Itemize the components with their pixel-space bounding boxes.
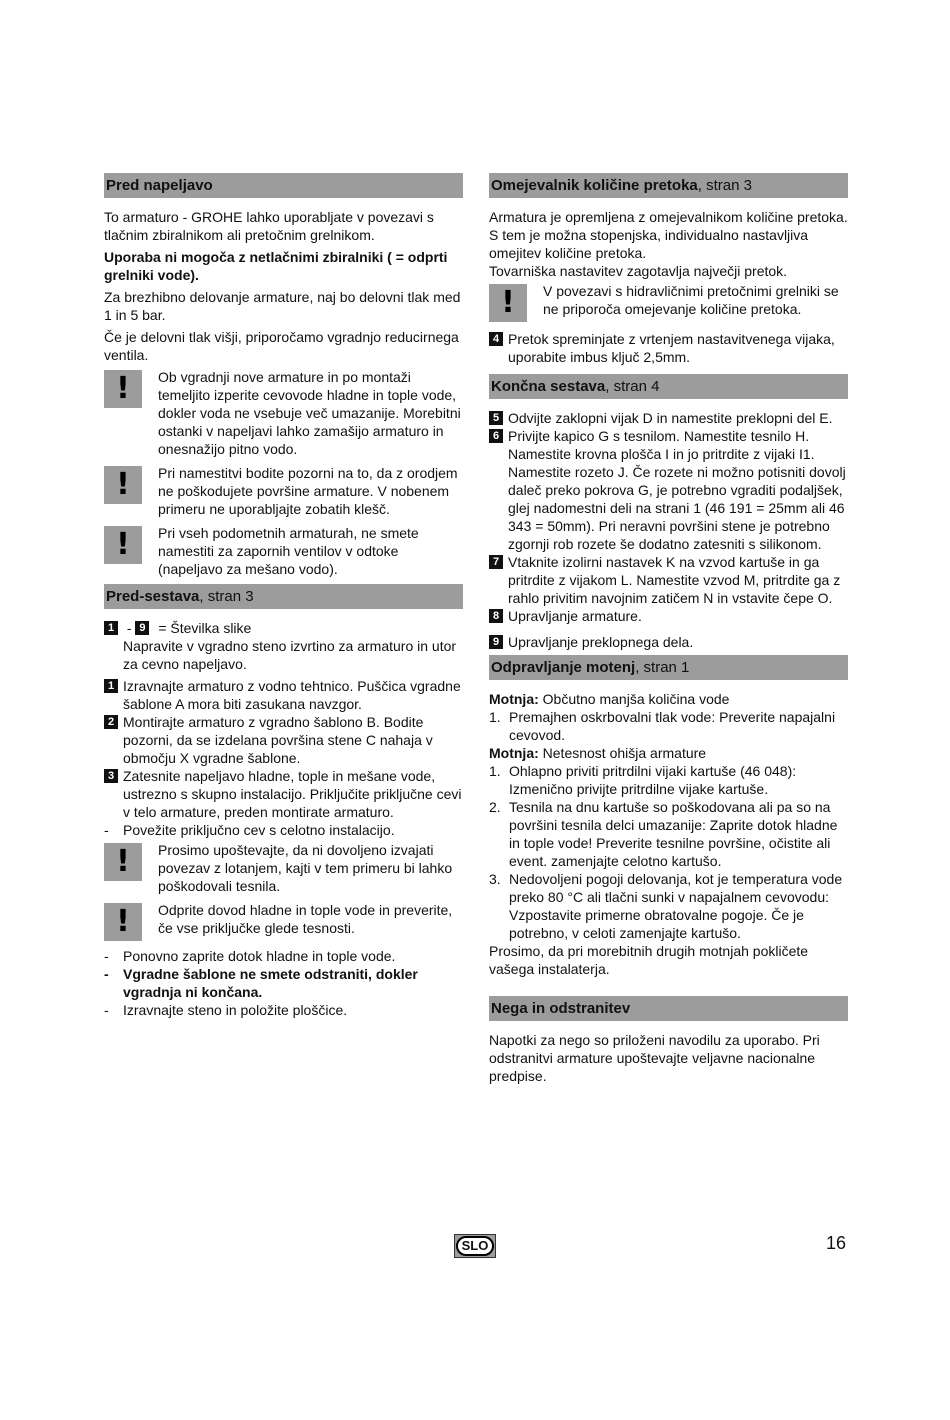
step-2 bbox=[104, 713, 463, 767]
step-number: 5 bbox=[489, 411, 503, 425]
figure-range: 1 - 9 = Številka slike bbox=[104, 619, 463, 637]
paragraph: Napravite v vgradno steno izvrtino za armaturo in utor za cevno napeljavo. bbox=[123, 638, 457, 672]
numbered-item: 1. Premajhen oskrbovalni tlak vode: Preverite napajalni cevovod. bbox=[489, 709, 836, 743]
step-7 bbox=[489, 553, 848, 607]
warning-text: Ob vgradnji nove armature in po montaži temeljito izperite cevovode hladne in tople vode, dokler voda ne vsebuje več umazanije. Morebitni ostanki v napeljavi lahko zamašijo armaturo in onesnažijo pitno vodo. bbox=[158, 369, 461, 457]
warning-note bbox=[104, 901, 463, 941]
paragraph: Napotki za nego so priloženi navodilu za uporabo. Pri odstranitvi armature upoštevajte veljavne nacionalne predpise. bbox=[489, 1032, 820, 1084]
step-number: 6 bbox=[489, 429, 503, 443]
exclamation-icon: ! bbox=[104, 843, 142, 881]
step-text: Upravljanje armature. bbox=[508, 608, 642, 624]
paragraph: Armatura je opremljena z omejevalnikom količine pretoka. S tem je možna stopenjska, individualno nastavljiva omejitev količine pretoka. bbox=[489, 209, 848, 261]
warning-note bbox=[489, 282, 848, 322]
step-text: Odvijte zaklopni vijak D in namestite preklopni del E. bbox=[508, 410, 833, 426]
step-9 bbox=[489, 633, 848, 651]
exclamation-icon: ! bbox=[489, 284, 527, 322]
warning-note bbox=[104, 524, 463, 578]
warning-text: V povezavi s hidravličnimi pretočnimi grelniki se ne priporoča omejevanje količine pretoka. bbox=[543, 283, 839, 317]
step-number: 7 bbox=[489, 555, 503, 569]
numbered-item: 3. Nedovoljeni pogoji delovanja, kot je temperatura vode preko 80 °C ali tlačni sunki v napajalnem cevovodu: Vzpostavite primerne obratovalne pogoje. Če je potrebno, v celoti zamenjajte kartušo. bbox=[489, 871, 843, 941]
step-number: 9 bbox=[489, 635, 503, 649]
dash-item: - Ponovno zaprite dotok hladne in tople vode. bbox=[104, 948, 396, 964]
warning-text: Odprite dovod hladne in tople vode in preverite, če vse priključke glede tesnosti. bbox=[158, 902, 453, 936]
warning-note bbox=[104, 841, 463, 895]
fault-line: Motnja: Netesnost ohišja armature bbox=[489, 745, 707, 761]
step-4 bbox=[489, 330, 848, 366]
section-header-pred-napeljavo: Pred napeljavo bbox=[104, 173, 463, 198]
dash-item: - Vgradne šablone ne smete odstraniti, dokler vgradnja ni končana. bbox=[104, 966, 418, 1000]
page-number: 16 bbox=[826, 1233, 847, 1253]
section-header-omejevalnik: Omejevalnik količine pretoka, stran 3 bbox=[489, 173, 848, 198]
step-text: Pretok spreminjate z vrtenjem nastavitvenega vijaka, uporabite imbus ključ 2,5mm. bbox=[508, 331, 835, 365]
dash-item: - Izravnajte steno in položite ploščice. bbox=[104, 1002, 348, 1018]
step-text: Vtaknite izolirni nastavek K na vzvod kartuše in ga pritrdite z vijakom L. Namestite vzvod M, pritrdite ga z rahlo privitim navojnim zatičem N in vstavite čepe O. bbox=[508, 554, 841, 606]
paragraph: To armaturo - GROHE lahko uporabljate v povezavi s tlačnim zbiralnikom ali pretočnim grelnikom. bbox=[104, 209, 434, 243]
step-8 bbox=[489, 607, 848, 625]
fault-line: Motnja: Občutno manjša količina vode bbox=[489, 691, 730, 707]
section-header-koncna-sestava: Končna sestava, stran 4 bbox=[489, 374, 848, 399]
step-text: Privijte kapico G s tesnilom. Namestite tesnilo H. Namestite krovna plošča I in jo pritrdite z vijaki I1. Namestite rozeto J. Če rozete ni možno potisniti dovolj daleč preko pokrova G, je potrebno vgraditi podaljšek, glej nadomestni deli na strani 1 (46 191 = 25mm ali 46 343 = 50mm). Pri neravni površini stene je potrebno zgornji rob rozete še dodatno zatesniti s silikonom. bbox=[508, 428, 846, 552]
step-number: 1 bbox=[104, 679, 118, 693]
paragraph-bold: Uporaba ni mogoča z netlačnimi zbiralniki ( = odprti grelniki vode). bbox=[104, 249, 448, 283]
right-column bbox=[489, 173, 848, 1089]
section-header-odpravljanje-motenj: Odpravljanje motenj, stran 1 bbox=[489, 655, 848, 680]
warning-text: Pri vseh podometnih armaturah, ne smete namestiti za zapornih ventilov v odtoke (napeljavo za mešano vodo). bbox=[158, 525, 419, 577]
step-number: 4 bbox=[489, 332, 503, 346]
warning-text: Pri namestitvi bodite pozorni na to, da z orodjem ne poškodujete površine armature. V nobenem primeru ne uporabljajte zobatih klešč. bbox=[158, 465, 458, 517]
warning-text: Prosimo upoštevajte, da ni dovoljeno izvajati povezav z lotanjem, kajti v tem primeru bi lahko poškodovali tesnila. bbox=[158, 842, 453, 894]
step-6 bbox=[489, 427, 848, 553]
step-text: Upravljanje preklopnega dela. bbox=[508, 634, 694, 650]
step-1 bbox=[104, 677, 463, 713]
section-header-nega: Nega in odstranitev bbox=[489, 996, 848, 1021]
dash-item: - Povežite priključno cev s celotno instalacijo. bbox=[104, 822, 395, 838]
step-5 bbox=[489, 409, 848, 427]
exclamation-icon: ! bbox=[104, 370, 142, 408]
exclamation-icon: ! bbox=[104, 466, 142, 504]
exclamation-icon: ! bbox=[104, 526, 142, 564]
numbered-item: 1. Ohlapno priviti pritrdilni vijaki kartuše (46 048): Izmenično privijte pritrdilne vijake kartuše. bbox=[489, 763, 797, 797]
paragraph: Če je delovni tlak višji, priporočamo vgradnjo reducirnega ventila. bbox=[104, 329, 459, 363]
step-text: Zatesnite napeljavo hladne, tople in mešane vode, ustrezno s skupno instalacijo. Priključite priključne cevi v telo armature, preden montirate armaturo. bbox=[123, 768, 462, 820]
warning-note bbox=[104, 464, 463, 518]
step-number: 1 bbox=[104, 621, 118, 635]
language-badge: SLO bbox=[454, 1234, 496, 1258]
step-number: 8 bbox=[489, 609, 503, 623]
step-number: 9 bbox=[135, 621, 149, 635]
paragraph: Tovarniška nastavitev zagotavlja največji pretok. bbox=[489, 263, 788, 279]
step-3 bbox=[104, 767, 463, 821]
section-header-pred-sestava: Pred-sestava, stran 3 bbox=[104, 584, 463, 609]
step-text: Izravnajte armaturo z vodno tehtnico. Puščica vgradne šablone A mora biti zasukana navzgor. bbox=[123, 678, 461, 712]
numbered-item: 2. Tesnila na dnu kartuše so poškodovana ali pa so na površini tesnila delci umazanije: Zaprite dotok hladne in tople vode! Preverite tesnilne površine, očistite ali event. zamenjajte celotno kartušo. bbox=[489, 799, 838, 869]
step-text: Montirajte armaturo z vgradno šablono B. Bodite pozorni, da se izdelana površina stene C nahaja v območju X vgradne šablone. bbox=[123, 714, 433, 766]
exclamation-icon: ! bbox=[104, 903, 142, 941]
step-number: 3 bbox=[104, 769, 118, 783]
paragraph: Za brezhibno delovanje armature, naj bo delovni tlak med 1 in 5 bar. bbox=[104, 289, 461, 323]
left-column bbox=[104, 173, 463, 1019]
warning-note bbox=[104, 368, 463, 458]
paragraph: Prosimo, da pri morebitnih drugih motnjah pokličete vašega instalaterja. bbox=[489, 943, 809, 977]
step-number: 2 bbox=[104, 715, 118, 729]
